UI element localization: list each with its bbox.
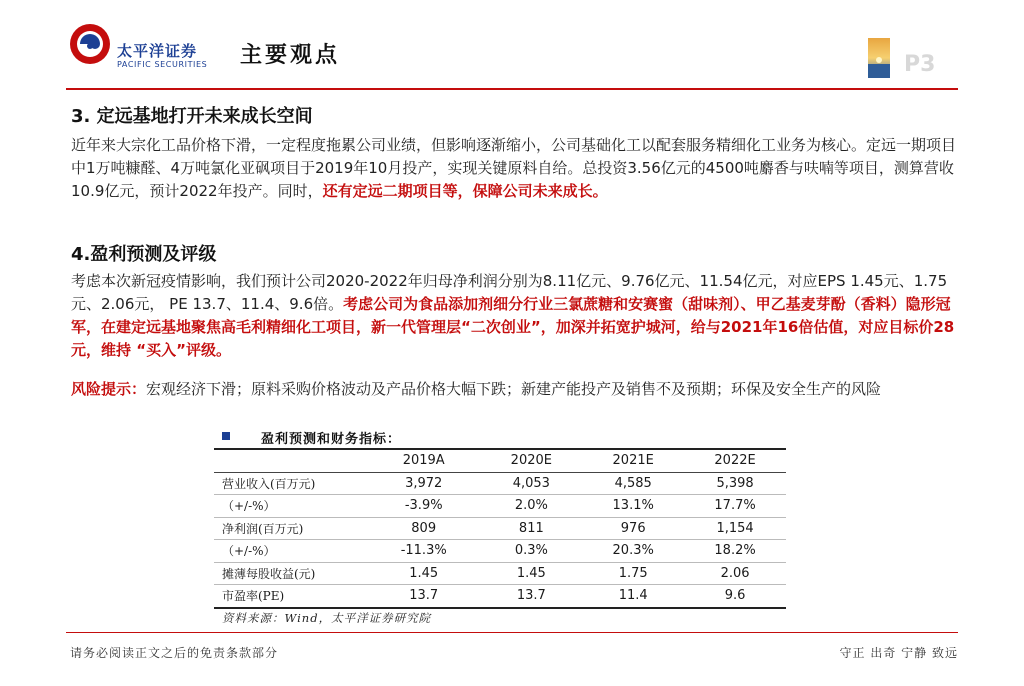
section-4-paragraph xyxy=(71,270,961,362)
table-cell: 18.2% xyxy=(684,540,786,563)
table-cell: 1,154 xyxy=(684,517,786,540)
table-cell: 1.45 xyxy=(480,562,582,585)
section-3-highlight: 还有定远二期项目等，保障公司未来成长。 xyxy=(322,182,608,200)
column-header: 2019A xyxy=(367,449,480,472)
page-header xyxy=(0,0,1024,92)
table-cell: 13.1% xyxy=(582,495,684,518)
table-row xyxy=(214,540,786,563)
financial-forecast-table xyxy=(214,448,786,609)
table-row xyxy=(214,517,786,540)
row-label: 摊薄每股收益(元) xyxy=(214,562,367,585)
table-header-row xyxy=(214,449,786,472)
column-header: 2022E xyxy=(684,449,786,472)
section-4-heading: 4.盈利预测及评级 xyxy=(71,244,217,265)
brand-name-cn: 太平洋证券 xyxy=(117,42,198,60)
risk-label: 风险提示： xyxy=(71,380,147,398)
footer-motto: 守正 出奇 宁静 致远 xyxy=(839,646,958,660)
section-3-text: 近年来大宗化工品价格下滑，一定程度拖累公司业绩，但影响逐渐缩小，公司基础化工以配套服务精细化工业务为核心。定远一期项目中1万吨糠醛、4万吨氯化亚砜项目于2019年10月投产，实现关键原料自给。总投资3.56亿元的4500吨麝香与呋喃等项目，测算营收10.9亿元，预计2022年投产。同时， xyxy=(71,136,957,200)
column-header: 2021E xyxy=(582,449,684,472)
table-cell: 0.3% xyxy=(480,540,582,563)
table-cell: 13.7 xyxy=(409,588,439,604)
table-cell: 809 xyxy=(367,517,480,540)
square-bullet-icon xyxy=(222,432,230,440)
page-number: P3 xyxy=(904,52,936,77)
header-divider xyxy=(66,88,958,90)
section-4-highlight: 考虑公司为食品添加剂细分行业三氯蔗糖和安赛蜜（甜味剂）、甲乙基麦芽酚（香料）隐形冠军，在建定远基地聚焦高毛利精细化工项目，新一代管理层“二次创业”，加深并拓宽护城河，给与2021年16倍估值，对应目标价28元，维持 “买入”评级。 xyxy=(71,295,955,359)
page-title: 主要观点 xyxy=(240,42,341,68)
decorative-sunset-image xyxy=(868,38,890,78)
table-cell: 811 xyxy=(480,517,582,540)
table-cell: 2.0% xyxy=(480,495,582,518)
row-label: （+/-%） xyxy=(214,540,367,563)
table-cell: 9.6 xyxy=(724,588,746,604)
column-header xyxy=(214,449,367,472)
pacific-securities-logo-icon xyxy=(68,22,112,66)
table-cell: 976 xyxy=(582,517,684,540)
table-cell: 3,972 xyxy=(367,472,480,495)
table-heading xyxy=(214,427,788,447)
row-label: （+/-%） xyxy=(214,495,367,518)
table-cell: 11.4 xyxy=(618,588,648,604)
column-header: 2020E xyxy=(480,449,582,472)
table-cell: 17.7% xyxy=(684,495,786,518)
row-label: 净利润(百万元) xyxy=(214,517,367,540)
row-label: 营业收入(百万元) xyxy=(214,472,367,495)
table-row xyxy=(214,585,786,608)
table-cell: 1.45 xyxy=(367,562,480,585)
table-title: 盈利预测和财务指标： xyxy=(261,432,402,447)
risk-text: 宏观经济下滑；原料采购价格波动及产品价格大幅下跌；新建产能投产及销售不及预期；环保及安全生产的风险 xyxy=(146,380,882,398)
section-4-text: 考虑本次新冠疫情影响，我们预计公司2020-2022年归母净利润分别为8.11亿元、9.76亿元、11.54亿元，对应EPS 1.45元、1.75元、2.06元， PE 13.7、11.4、9.6倍。 xyxy=(71,272,948,313)
table-cell: 5,398 xyxy=(684,472,786,495)
table-cell: 1.75 xyxy=(582,562,684,585)
brand-name-en: PACIFIC SECURITIES xyxy=(117,60,208,69)
table-cell: -11.3% xyxy=(367,540,480,563)
financial-table-block xyxy=(214,427,788,625)
table-row xyxy=(214,562,786,585)
row-label: 市盈率(PE) xyxy=(222,589,285,604)
table-cell: 13.7 xyxy=(516,588,546,604)
table-source-note: 资料来源：Wind，太平洋证券研究院 xyxy=(222,611,432,625)
table-cell: 4,585 xyxy=(582,472,684,495)
table-cell: -3.9% xyxy=(367,495,480,518)
section-3-paragraph xyxy=(71,134,961,203)
table-cell: 2.06 xyxy=(684,562,786,585)
risk-paragraph xyxy=(71,378,961,401)
table-row xyxy=(214,495,786,518)
table-row xyxy=(214,472,786,495)
section-3-heading: 3. 定远基地打开未来成长空间 xyxy=(71,106,313,127)
footer-divider xyxy=(66,632,958,633)
footer-disclaimer: 请务必阅读正文之后的免责条款部分 xyxy=(70,646,279,660)
table-cell: 4,053 xyxy=(480,472,582,495)
table-cell: 20.3% xyxy=(582,540,684,563)
